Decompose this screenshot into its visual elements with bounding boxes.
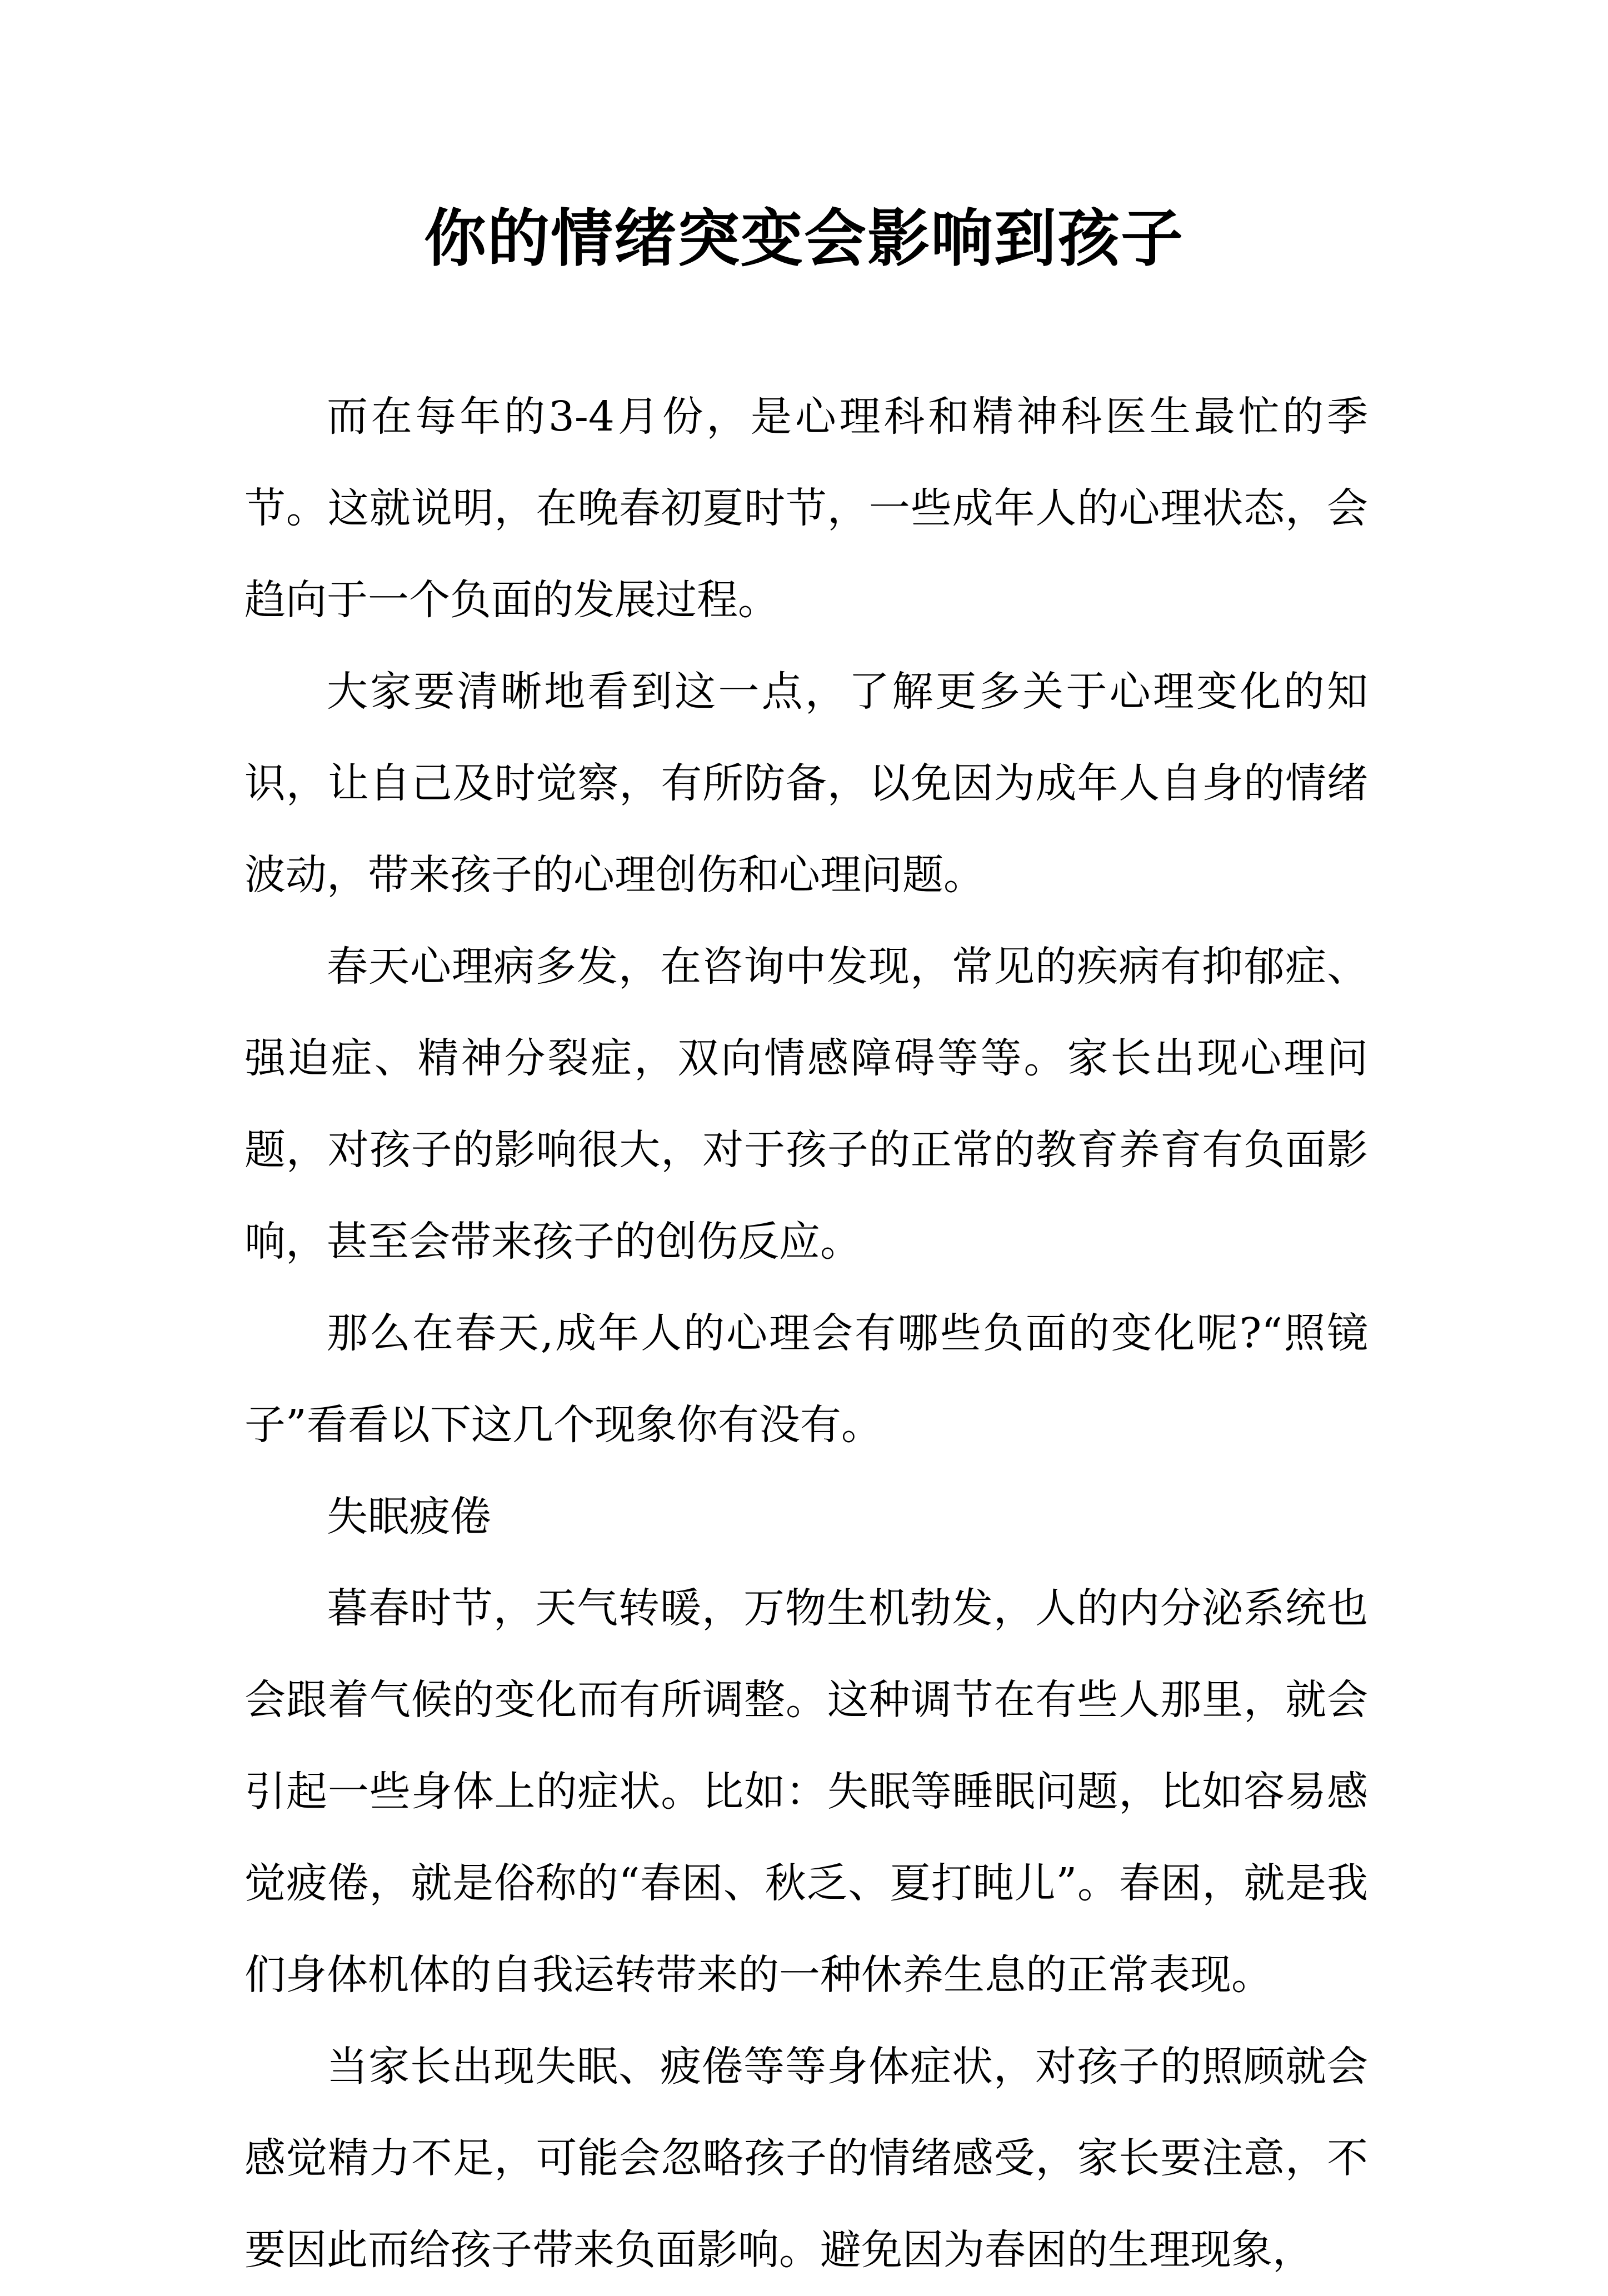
document-title: 你的情绪突变会影响到孩子 xyxy=(424,202,1184,275)
document-body xyxy=(244,371,1368,2296)
paragraph: 暮春时节，天气转暖，万物生机勃发，人的内分泌系统也会跟着气候的变化而有所调整。这种调节在有些人那里，就会引起一些身体上的症状。比如：失眠等睡眠问题，比如容易感觉疲倦，就是俗称的“春困、秋乏、夏打盹儿”。春困，就是我们身体机体的自我运转带来的一种休养生息的正常表现。 xyxy=(244,1584,1368,1999)
paragraph: 而在每年的3-4月份，是心理科和精神科医生最忙的季节。这就说明，在晚春初夏时节，一些成年人的心理状态，会趋向于一个负面的发展过程。 xyxy=(244,393,1368,624)
section-heading: 失眠疲倦 xyxy=(327,1493,491,1540)
paragraph: 春天心理病多发，在咨询中发现，常见的疾病有抑郁症、强迫症、精神分裂症，双向情感障碍等等。家长出现心理问题，对孩子的影响很大，对于孩子的正常的教育养育有负面影响，甚至会带来孩子的创伤反应。 xyxy=(244,943,1368,1265)
paragraph: 大家要清晰地看到这一点，了解更多关于心理变化的知识，让自己及时觉察，有所防备，以免因为成年人自身的情绪波动，带来孩子的心理创伤和心理问题。 xyxy=(244,668,1368,899)
paragraph: 那么在春天,成年人的心理会有哪些负面的变化呢?“照镜子”看看以下这几个现象你有没有。 xyxy=(244,1309,1368,1449)
paragraph: 当家长出现失眠、疲倦等等身体症状，对孩子的照顾就会感觉精力不足，可能会忽略孩子的情绪感受，家长要注意，不要因此而给孩子带来负面影响。避免因为春困的生理现象， xyxy=(244,2043,1368,2274)
